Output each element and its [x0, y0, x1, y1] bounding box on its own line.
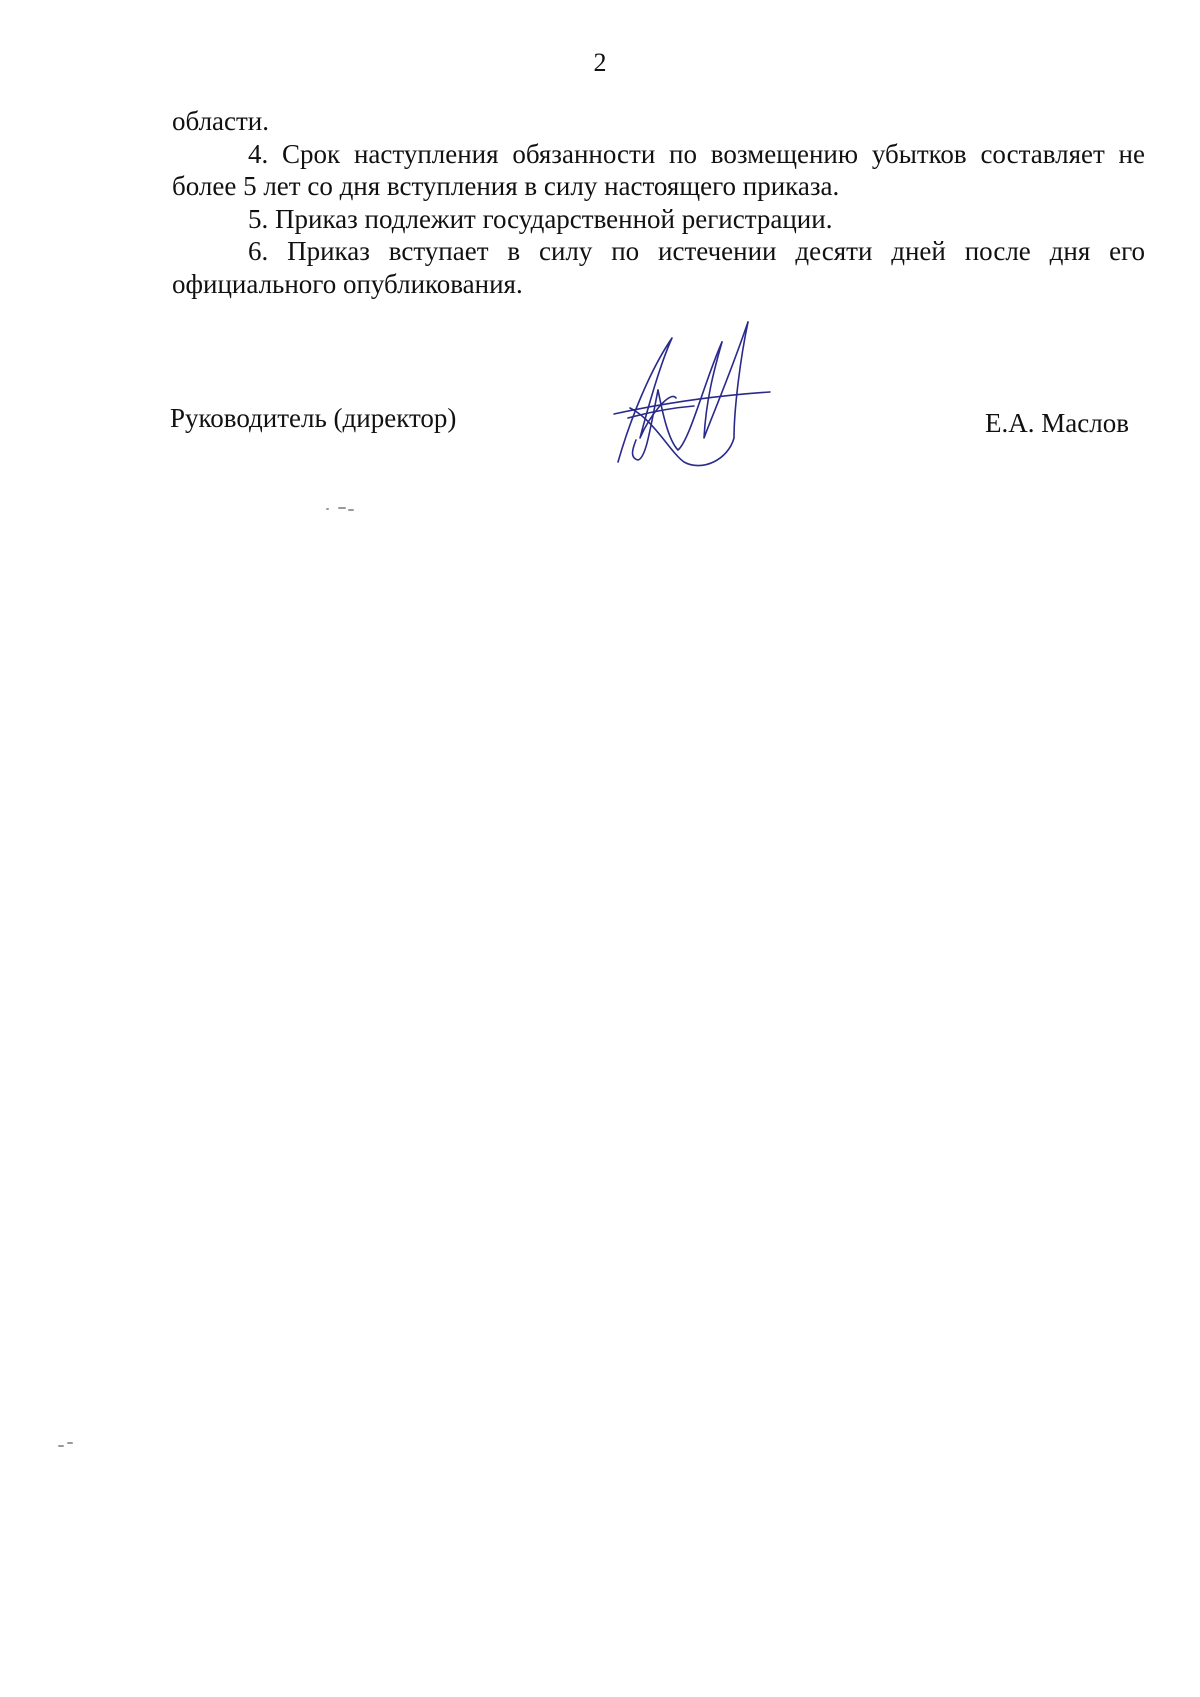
scan-artifact: [58, 1445, 64, 1447]
signatory-name: Е.А. Маслов: [985, 408, 1129, 438]
scan-artifact: [326, 508, 329, 510]
signature-stroke: [614, 392, 770, 414]
paragraph-item-5: 5. Приказ подлежит государственной регистрации.: [248, 203, 833, 234]
signature-stroke: [633, 390, 659, 460]
signatory-position: Руководитель (директор): [170, 403, 457, 433]
handwritten-signature: [610, 320, 800, 480]
paragraph-item-4: 4. Срок наступления обязанности по возмещению убытков составляет не более 5 лет со дня вступления в силу настоящего приказа.: [172, 138, 1145, 201]
signature-stroke: [630, 322, 748, 466]
signature-stroke: [704, 322, 748, 438]
signature-block: [0, 0, 1200, 500]
page-number: 2: [593, 48, 607, 77]
scan-artifact: [67, 1442, 73, 1444]
scan-artifact: [348, 509, 354, 511]
paragraph-continuation: области.: [172, 106, 270, 136]
signature-stroke: [658, 342, 722, 450]
scan-artifact: [338, 507, 346, 509]
paragraph-item-6: 6. Приказ вступает в силу по истечении десяти дней после дня его официального опубликования.: [172, 236, 1145, 299]
